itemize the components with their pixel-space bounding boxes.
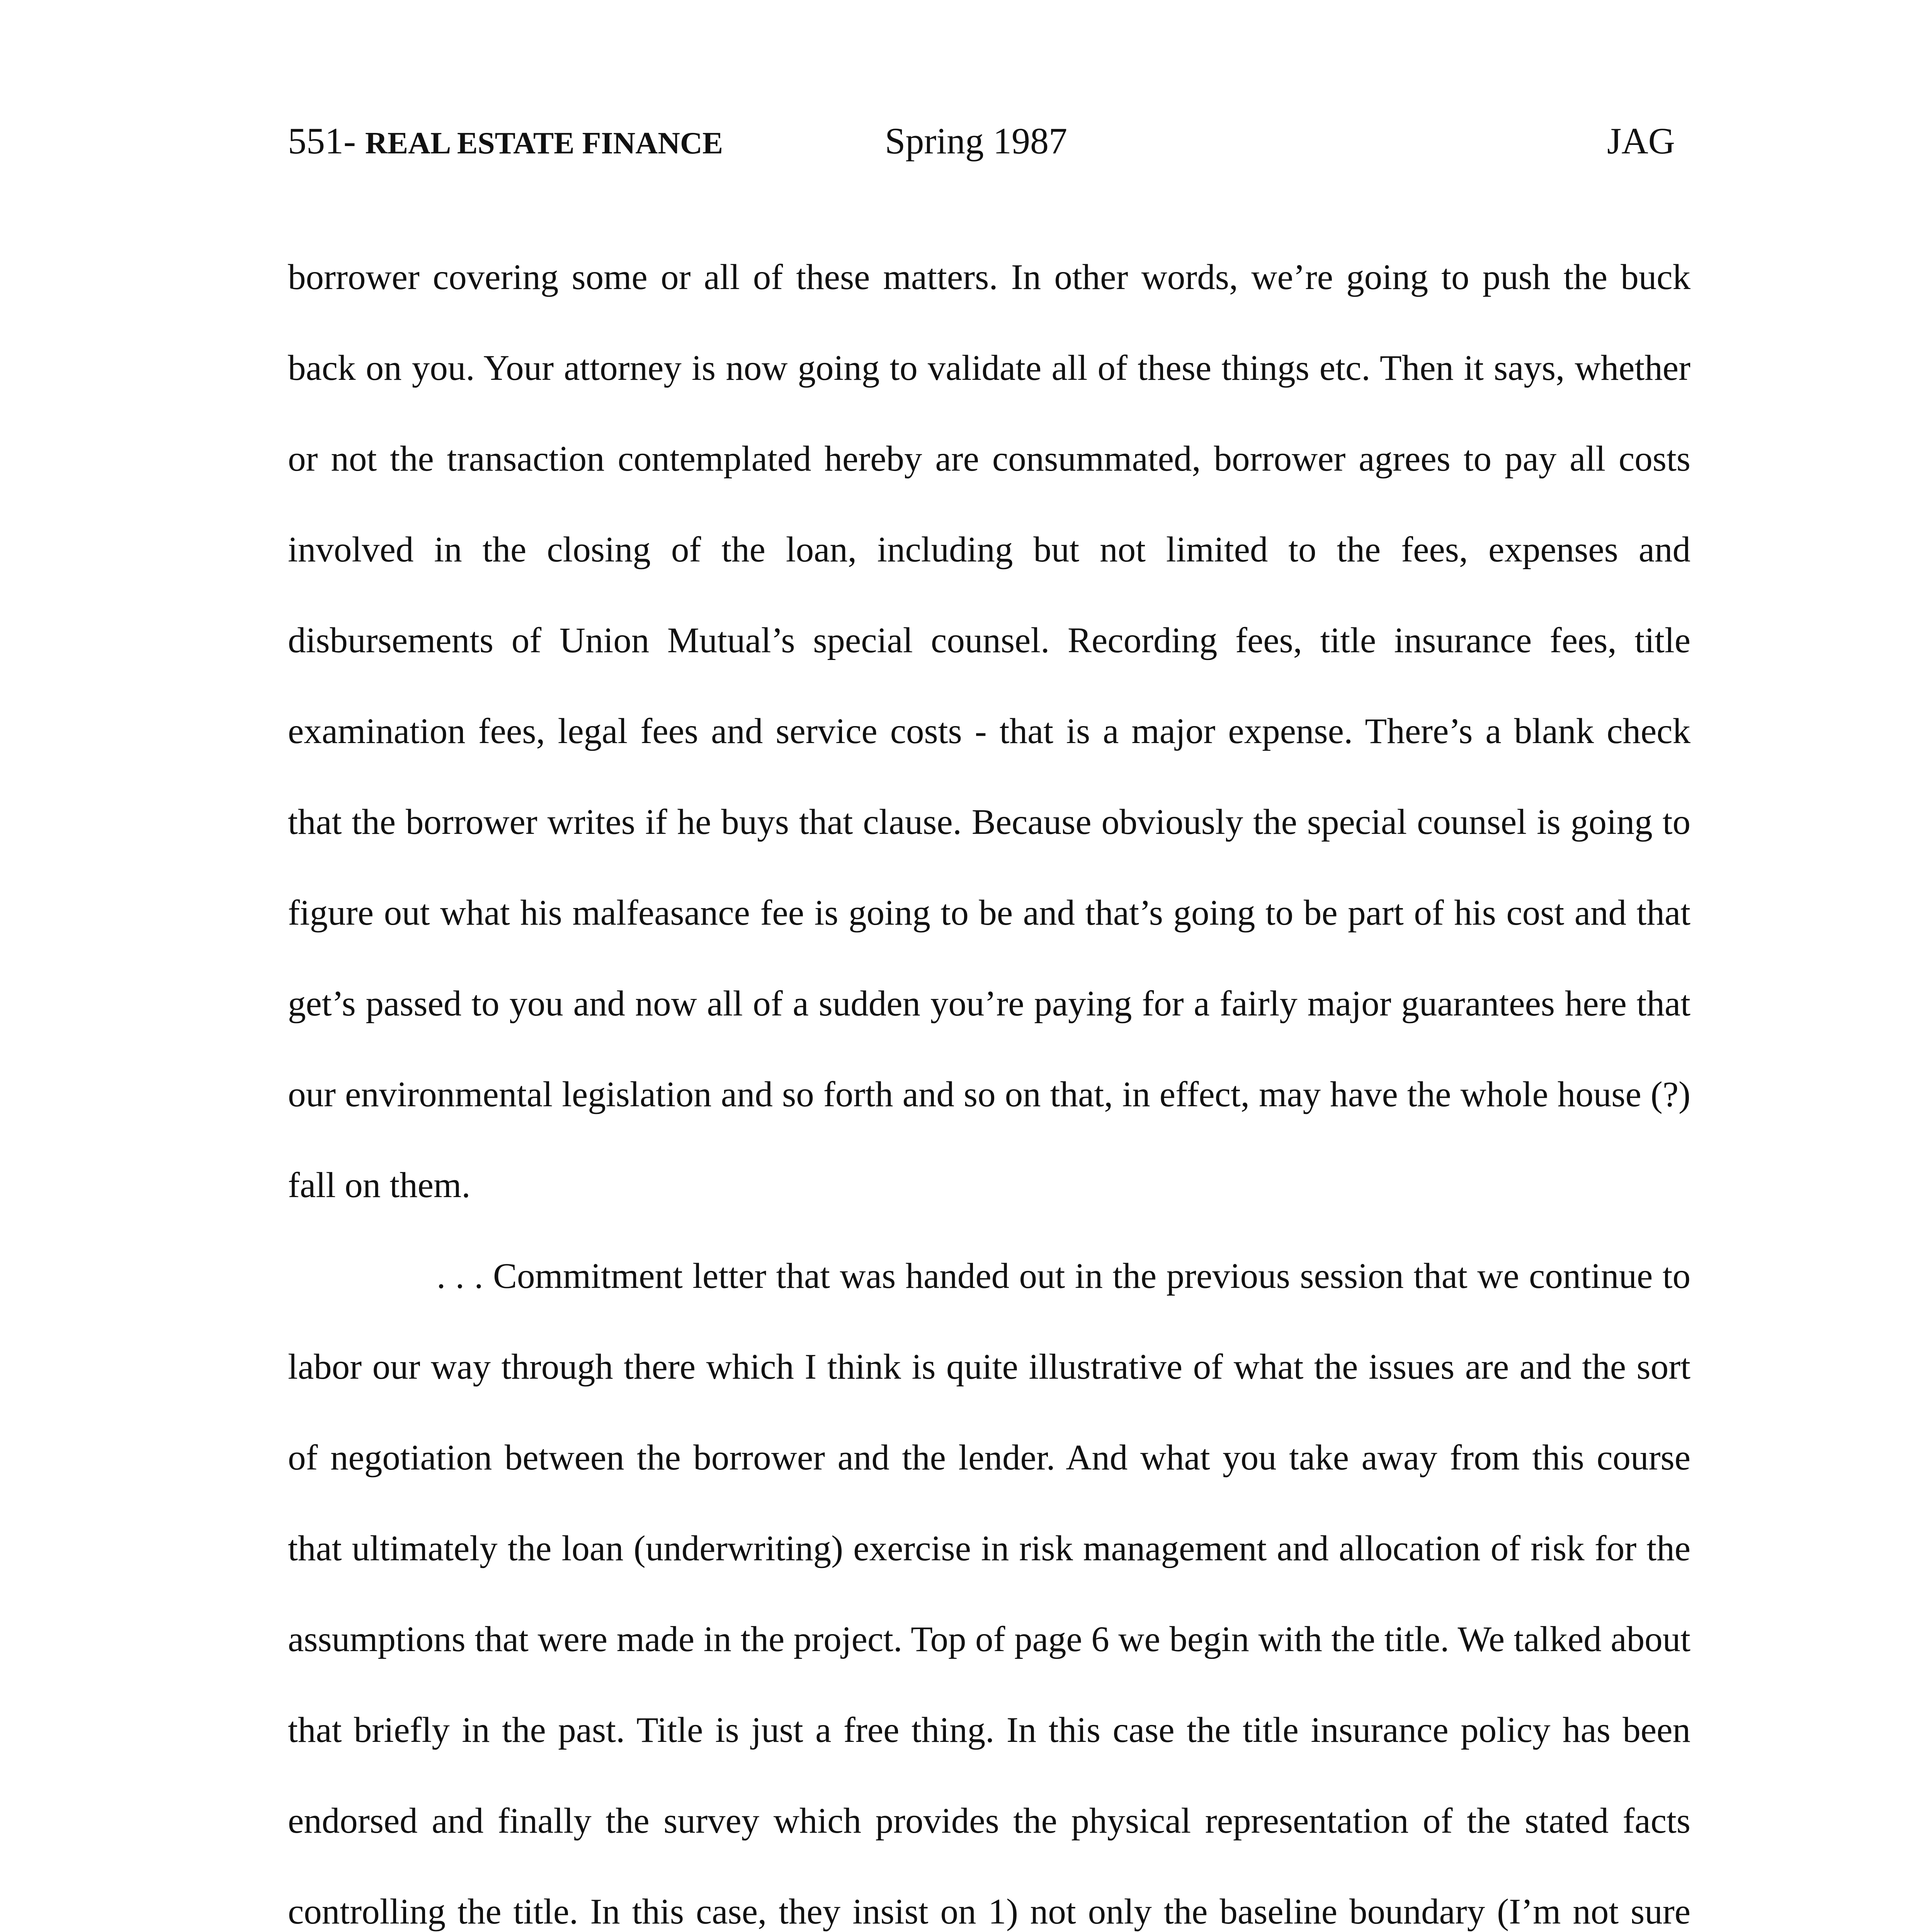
course-label	[288, 116, 723, 168]
author-initials: JAG	[1607, 120, 1675, 162]
term-label: Spring 1987	[885, 120, 1068, 162]
paragraph-1: borrower covering some or all of these matters. In other words, we’re going to push the buck back on you. Your attorney is now going to validate all of these things etc. Then it says, whether or not the transaction contemplated hereby are consummated, borrower agrees to pay all costs involved in the closing of the loan, including but not limited to the fees, expenses and disbursements of Union Mutual’s special counsel. Recording fees, title insurance fees, title examination fees, legal fees and service costs - that is a major expense. There’s a blank check that the borrower writes if he buys that clause. Because obviously the special counsel is going to figure out what his malfeasance fee is going to be and that’s going to be part of his cost and that get’s passed to you and now all of a sudden you’re paying for a fairly major guarantees here that our environmental legislation and so forth and so on that, in effect, may have the whole house (?) fall on them.	[288, 257, 1690, 1205]
course-title: REAL ESTATE FINANCE	[365, 126, 723, 160]
paragraph-2: . . . Commitment letter that was handed out in the previous session that we continue to labor our way through there which I think is quite illustrative of what the issues are and the sort of negotiation between the borrower and the lender. And what you take away from this course that ultimately the loan (underwriting) exercise in risk management and allocation of risk for the assumptions that were made in the project. Top of page 6 we begin with the title. We talked about that briefly in the past. Title is just a free thing. In this case the title insurance policy has been endorsed and finally the survey which provides the physical representation of the stated facts controlling the title. In this case, they insist on 1) not only the baseline boundary (I’m not sure	[288, 1256, 1690, 1932]
transcript-body	[288, 232, 1690, 1932]
page-header	[288, 116, 1675, 166]
course-number: 551-	[288, 120, 356, 162]
